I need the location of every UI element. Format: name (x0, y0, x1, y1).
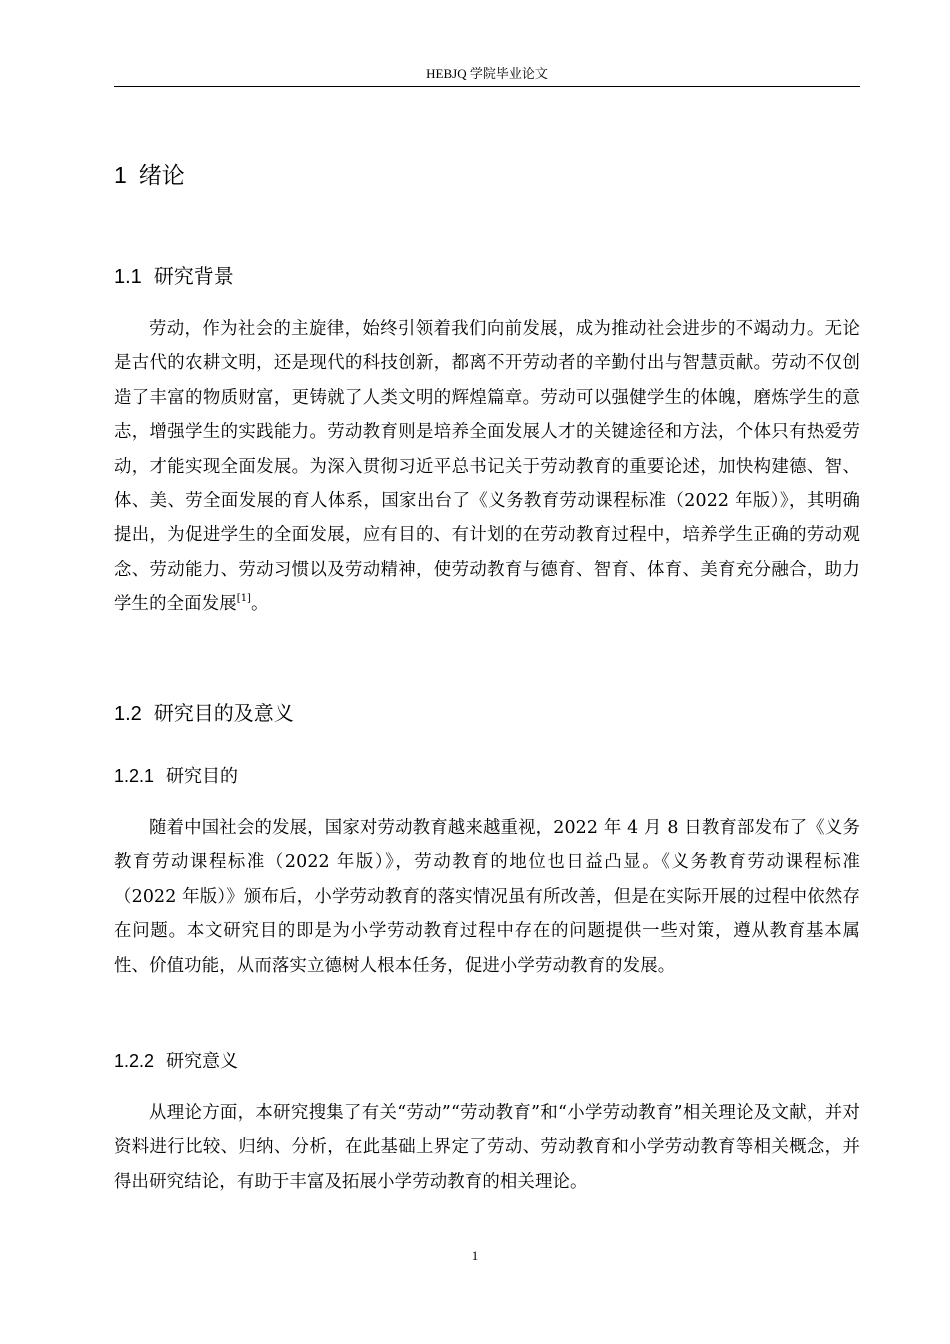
header-rule (114, 86, 860, 87)
section-heading-purpose-significance (114, 699, 294, 728)
significance-paragraph: 从理论方面，本研究搜集了有关“劳动”“劳动教育”和“小学劳动教育”相关理论及文献，并对资料进行比较、归纳、分析，在此基础上界定了劳动、劳动教育和小学劳动教育等相关概念，并得出研究结论，有助于丰富及拓展小学劳动教育的相关理论。 (114, 1103, 860, 1192)
chapter-heading (114, 160, 185, 191)
section-number: 1.1 (114, 266, 142, 288)
chapter-title: 绪论 (138, 163, 185, 189)
section-number: 1.2 (114, 703, 142, 725)
subsection-number: 1.2.1 (114, 766, 155, 786)
subsection-heading-significance (114, 1048, 238, 1075)
subsection-number: 1.2.2 (114, 1051, 155, 1071)
section-heading-background (114, 262, 234, 291)
citation-reference[interactable]: [1] (236, 593, 251, 605)
background-paragraph-end: 。 (250, 594, 269, 615)
subsection-title: 研究意义 (166, 1051, 239, 1072)
section-title: 研究背景 (153, 264, 234, 288)
subsection-heading-purpose (114, 763, 238, 790)
running-header: HEBJQ 学院毕业论文 (426, 66, 548, 81)
section-title: 研究目的及意义 (153, 701, 294, 725)
purpose-paragraph: 随着中国社会的发展，国家对劳动教育越来越重视，2022 年 4 月 8 日教育部发布了《义务教育劳动课程标准（2022 年版）》，劳动教育的地位也日益凸显。《义务教育劳动课程标准（2022 年版）》颁布后，小学劳动教育的落实情况虽有所改善，但是在实际开展的过程中依然存在问题。本文研究目的即是为小学劳动教育过程中存在的问题提供一些对策，遵从教育基本属性、价值功能，从而落实立德树人根本任务，促进小学劳动教育的发展。 (114, 818, 860, 976)
background-paragraph-text: 劳动，作为社会的主旋律，始终引领着我们向前发展，成为推动社会进步的不竭动力。无论是古代的农耕文明，还是现代的科技创新，都离不开劳动者的辛勤付出与智慧贡献。劳动不仅创造了丰富的物质财富，更铸就了人类文明的辉煌篇章。劳动可以强健学生的体魄，磨炼学生的意志，增强学生的实践能力。劳动教育则是培养全面发展人才的关键途径和方法，个体只有热爱劳动，才能实现全面发展。为深入贯彻习近平总书记关于劳动教育的重要论述，加快构建德、智、体、美、劳全面发展的育人体系，国家出台了《义务教育劳动课程标准（2022 年版）》，其明确提出，为促进学生的全面发展，应有目的、有计划的在劳动教育过程中，培养学生正确的劳动观念、劳动能力、劳动习惯以及劳动精神，使劳动教育与德育、智育、体育、美育充分融合，助力学生的全面发展 (114, 319, 860, 615)
chapter-number: 1 (114, 162, 127, 188)
subsection-title: 研究目的 (166, 766, 239, 787)
background-paragraph (114, 312, 860, 622)
page-number: 1 (471, 1248, 479, 1263)
